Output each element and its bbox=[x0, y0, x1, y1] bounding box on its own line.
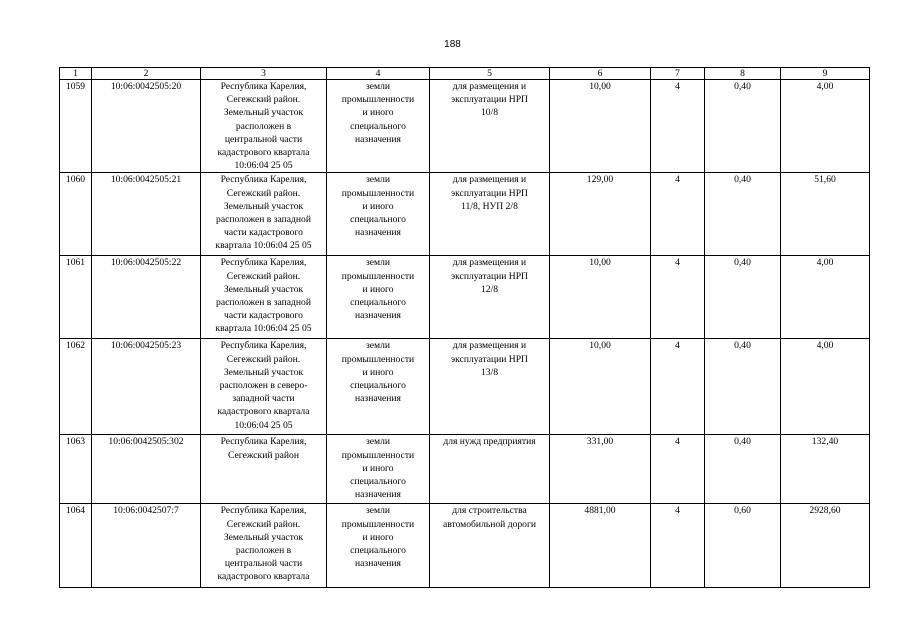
row-number-cell: 1064 bbox=[60, 504, 92, 588]
cell-line: специального bbox=[350, 297, 406, 309]
cell-line: квартала 10:06:04 25 05 bbox=[215, 240, 312, 252]
cell-line: земли bbox=[365, 81, 391, 92]
cell-line: Земельный участок bbox=[223, 531, 304, 543]
column-7-cell: 4 bbox=[651, 80, 705, 173]
column-number: 2 bbox=[92, 68, 201, 80]
cell-line: Республика Карелия, bbox=[220, 257, 307, 269]
column-number: 9 bbox=[781, 68, 870, 80]
cell-line: Сегежский район. bbox=[226, 94, 301, 106]
location-cell bbox=[201, 80, 327, 173]
cell-line: Земельный участок bbox=[223, 366, 304, 378]
page-number: 188 bbox=[444, 39, 461, 50]
area-cell: 10,00 bbox=[550, 80, 651, 173]
column-number: 3 bbox=[201, 68, 327, 80]
land-category-cell bbox=[327, 80, 430, 173]
cell-line: промышленности bbox=[341, 353, 415, 365]
area-cell: 10,00 bbox=[550, 256, 651, 339]
column-8-cell: 0,60 bbox=[705, 504, 781, 588]
cadastral-number-cell: 10:06:0042507:7 bbox=[92, 504, 201, 588]
land-category-cell bbox=[327, 435, 430, 504]
column-8-cell: 0,40 bbox=[705, 339, 781, 435]
area-cell: 10,00 bbox=[550, 339, 651, 435]
cell-line: расположен в bbox=[235, 120, 292, 132]
cell-line: земли bbox=[365, 436, 391, 448]
cell-line: эксплуатации НРП bbox=[451, 187, 528, 199]
cell-line: квартала 10:06:04 25 05 bbox=[215, 323, 312, 335]
cell-line: специального bbox=[350, 380, 406, 392]
area-cell: 129,00 bbox=[550, 173, 651, 256]
cell-line: промышленности bbox=[341, 94, 415, 106]
column-8-cell: 0,40 bbox=[705, 80, 781, 173]
cell-line: и иного bbox=[362, 366, 394, 378]
column-9-cell: 4,00 bbox=[781, 256, 870, 339]
column-number-row bbox=[60, 68, 870, 80]
cell-line: для строительства bbox=[452, 505, 527, 517]
cell-line: кадастрового квартала bbox=[217, 147, 310, 159]
table-row bbox=[60, 339, 870, 435]
column-9-cell: 2928,60 bbox=[781, 504, 870, 588]
cell-line: Республика Карелия, bbox=[220, 81, 307, 92]
cell-line: для размещения и bbox=[452, 257, 527, 269]
cell-line: 10:06:04 25 05 bbox=[234, 419, 293, 431]
location-cell bbox=[201, 504, 327, 588]
table-body bbox=[60, 68, 870, 588]
column-7-cell: 4 bbox=[651, 339, 705, 435]
land-category-cell bbox=[327, 504, 430, 588]
cell-line: 13/8 bbox=[480, 366, 499, 378]
cell-line: назначения bbox=[355, 489, 401, 501]
land-category-cell bbox=[327, 173, 430, 256]
column-number: 4 bbox=[327, 68, 430, 80]
cell-line: промышленности bbox=[341, 187, 415, 199]
permitted-use-cell bbox=[430, 256, 550, 339]
cell-line: и иного bbox=[362, 462, 394, 474]
cell-line: Сегежский район. bbox=[226, 518, 301, 530]
cell-line: земли bbox=[365, 174, 391, 186]
column-9-cell: 132,40 bbox=[781, 435, 870, 504]
cell-line: кадастрового квартала bbox=[217, 406, 310, 418]
cell-line: Земельный участок bbox=[223, 107, 304, 119]
cell-line: кадастрового квартала bbox=[217, 571, 310, 583]
cell-line: земли bbox=[365, 505, 391, 517]
permitted-use-cell bbox=[430, 80, 550, 173]
cell-line: и иного bbox=[362, 283, 394, 295]
area-cell: 331,00 bbox=[550, 435, 651, 504]
cell-line: эксплуатации НРП bbox=[451, 94, 528, 106]
location-cell bbox=[201, 173, 327, 256]
table-row bbox=[60, 80, 870, 173]
cell-line: Республика Карелия, bbox=[220, 174, 307, 186]
row-number-cell: 1061 bbox=[60, 256, 92, 339]
cell-line: Земельный участок bbox=[223, 283, 304, 295]
cell-line: Земельный участок bbox=[223, 200, 304, 212]
cadastral-number-cell: 10:06:0042505:302 bbox=[92, 435, 201, 504]
row-number-cell: 1063 bbox=[60, 435, 92, 504]
cell-line: назначения bbox=[355, 227, 401, 239]
table-row bbox=[60, 173, 870, 256]
cadastral-number-cell: 10:06:0042505:20 bbox=[92, 80, 201, 173]
column-8-cell: 0,40 bbox=[705, 173, 781, 256]
cell-line: центральной части bbox=[224, 558, 303, 570]
location-cell bbox=[201, 339, 327, 435]
cell-line: Сегежский район. bbox=[226, 270, 301, 282]
cell-line: части кадастрового bbox=[224, 227, 303, 239]
area-cell: 4881,00 bbox=[550, 504, 651, 588]
column-9-cell: 51,60 bbox=[781, 173, 870, 256]
cell-line: Сегежский район. bbox=[226, 353, 301, 365]
cell-line: автомобильной дороги bbox=[442, 518, 537, 530]
cell-line: Республика Карелия, bbox=[220, 436, 307, 448]
table-row bbox=[60, 256, 870, 339]
cell-line: западной части bbox=[232, 393, 295, 405]
cell-line: расположен в западной bbox=[216, 214, 311, 226]
column-8-cell: 0,40 bbox=[705, 256, 781, 339]
cell-line: расположен в северо- bbox=[219, 380, 308, 392]
cell-line: для размещения и bbox=[452, 174, 527, 186]
cell-line: расположен в bbox=[235, 545, 292, 557]
permitted-use-cell bbox=[430, 173, 550, 256]
cell-line: для размещения и bbox=[452, 81, 527, 92]
cell-line: назначения bbox=[355, 133, 401, 145]
row-number-cell: 1062 bbox=[60, 339, 92, 435]
cell-line: назначения bbox=[355, 310, 401, 322]
cell-line: для нужд предприятия bbox=[443, 436, 536, 448]
table-row bbox=[60, 504, 870, 588]
cell-line: и иного bbox=[362, 107, 394, 119]
column-7-cell: 4 bbox=[651, 173, 705, 256]
cell-line: Сегежский район. bbox=[226, 187, 301, 199]
cadastral-number-cell: 10:06:0042505:22 bbox=[92, 256, 201, 339]
column-7-cell: 4 bbox=[651, 256, 705, 339]
cell-line: промышленности bbox=[341, 449, 415, 461]
location-cell bbox=[201, 435, 327, 504]
cell-line: 10:06:04 25 05 bbox=[234, 160, 293, 172]
column-9-cell: 4,00 bbox=[781, 80, 870, 173]
cell-line: части кадастрового bbox=[224, 310, 303, 322]
cadastral-number-cell: 10:06:0042505:23 bbox=[92, 339, 201, 435]
land-category-cell bbox=[327, 339, 430, 435]
location-cell bbox=[201, 256, 327, 339]
cell-line: Республика Карелия, bbox=[220, 340, 307, 352]
column-9-cell: 4,00 bbox=[781, 339, 870, 435]
permitted-use-cell bbox=[430, 435, 550, 504]
cell-line: промышленности bbox=[341, 518, 415, 530]
cell-line: Республика Карелия, bbox=[220, 505, 307, 517]
cell-line: земли bbox=[365, 340, 391, 352]
land-category-cell bbox=[327, 256, 430, 339]
cell-line: специального bbox=[350, 545, 406, 557]
cell-line: Сегежский район bbox=[227, 449, 299, 461]
land-register-table bbox=[59, 67, 870, 588]
cell-line: и иного bbox=[362, 200, 394, 212]
cell-line: специального bbox=[350, 120, 406, 132]
column-7-cell: 4 bbox=[651, 504, 705, 588]
cell-line: эксплуатации НРП bbox=[451, 270, 528, 282]
cell-line: промышленности bbox=[341, 270, 415, 282]
cell-line: и иного bbox=[362, 531, 394, 543]
column-7-cell: 4 bbox=[651, 435, 705, 504]
cell-line: 12/8 bbox=[480, 283, 499, 295]
cell-line: земли bbox=[365, 257, 391, 269]
column-number: 1 bbox=[60, 68, 92, 80]
cell-line: назначения bbox=[355, 558, 401, 570]
column-number: 6 bbox=[550, 68, 651, 80]
column-8-cell: 0,40 bbox=[705, 435, 781, 504]
column-number: 7 bbox=[651, 68, 705, 80]
cell-line: 10/8 bbox=[480, 107, 499, 119]
permitted-use-cell bbox=[430, 504, 550, 588]
table-row bbox=[60, 435, 870, 504]
row-number-cell: 1060 bbox=[60, 173, 92, 256]
cell-line: 11/8, НУП 2/8 bbox=[461, 200, 518, 212]
cell-line: специального bbox=[350, 476, 406, 488]
column-number: 8 bbox=[705, 68, 781, 80]
cadastral-number-cell: 10:06:0042505:21 bbox=[92, 173, 201, 256]
column-number: 5 bbox=[430, 68, 550, 80]
cell-line: эксплуатации НРП bbox=[451, 353, 528, 365]
permitted-use-cell bbox=[430, 339, 550, 435]
cell-line: специального bbox=[350, 214, 406, 226]
cell-line: расположен в западной bbox=[216, 297, 311, 309]
cell-line: центральной части bbox=[224, 133, 303, 145]
row-number-cell: 1059 bbox=[60, 80, 92, 173]
cell-line: для размещения и bbox=[452, 340, 527, 352]
cell-line: назначения bbox=[355, 393, 401, 405]
